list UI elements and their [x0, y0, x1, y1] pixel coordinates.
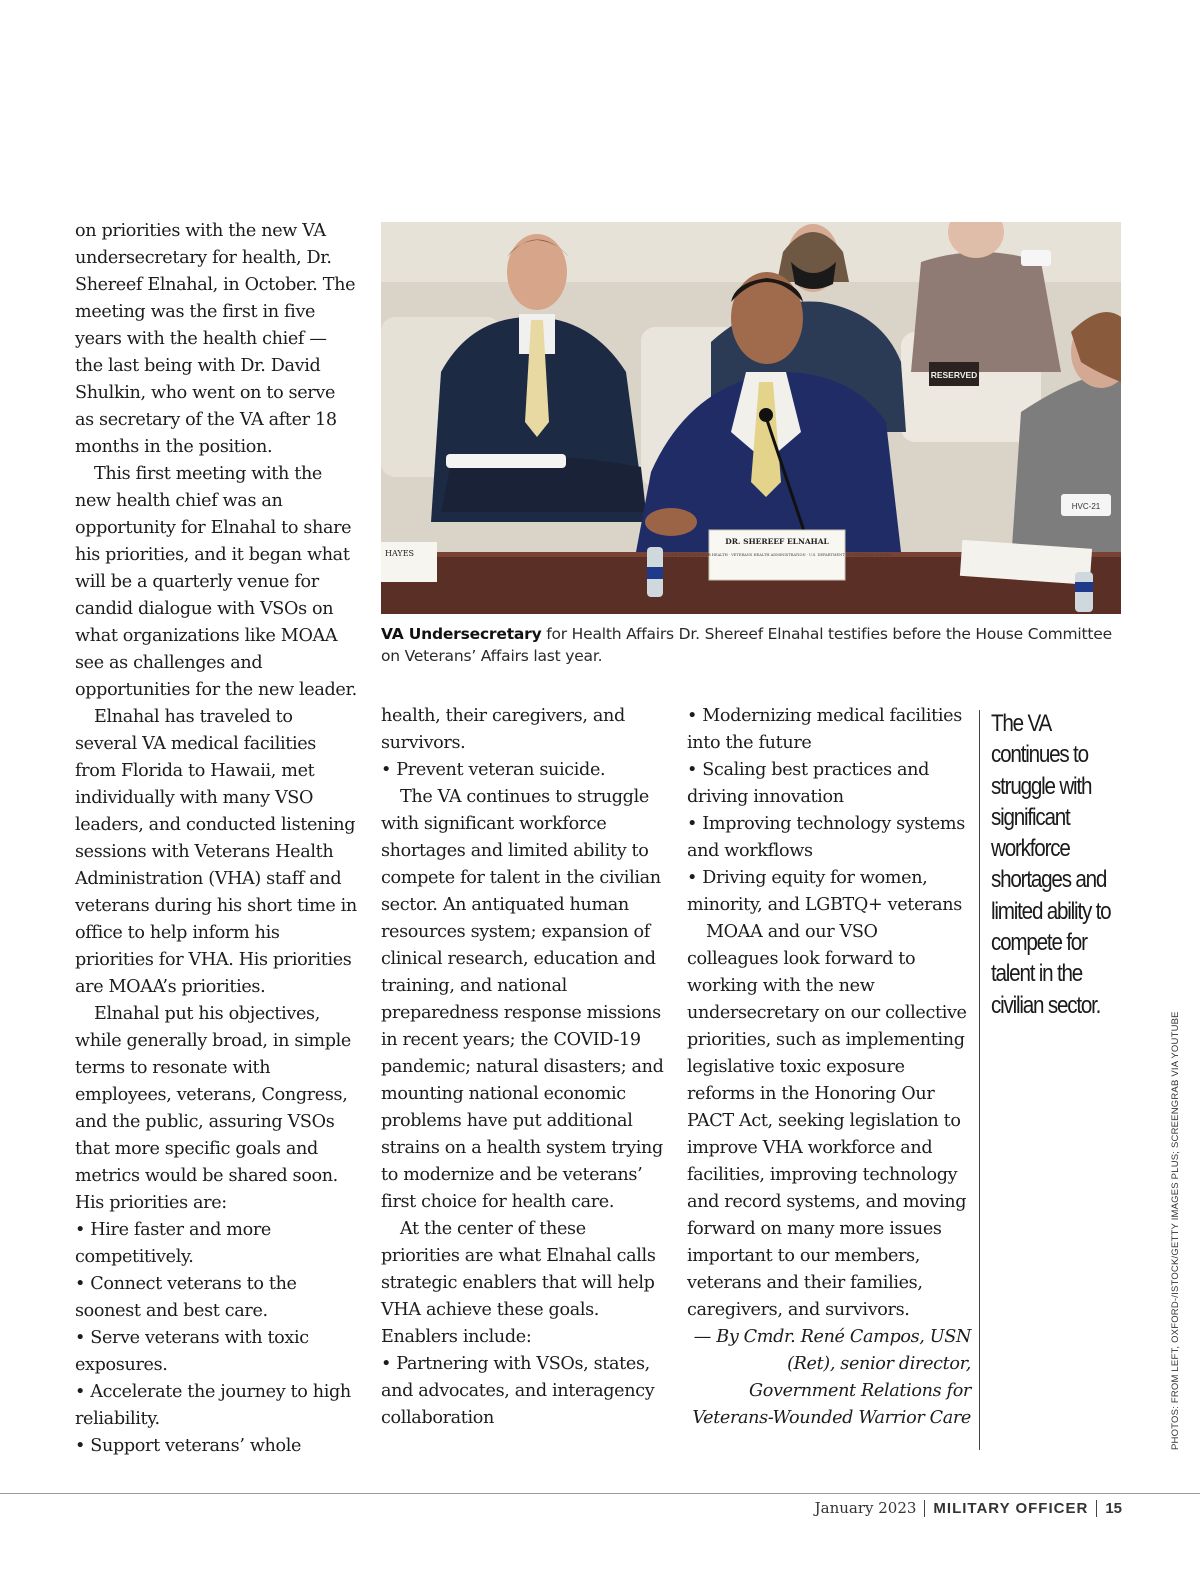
article-column-1 — [75, 218, 357, 1460]
caption-text: for Health Affairs Dr. Shereef Elnahal testifies before the House Committee on Veterans’ Affairs last year. — [381, 625, 1112, 665]
hearing-photo — [381, 222, 1121, 614]
photo-caption — [381, 623, 1121, 667]
paragraph: At the center of these priorities are what Elnahal calls strategic enablers that will help VHA achieve these goals. Enablers include: — [381, 1219, 656, 1347]
byline: — By Cmdr. René Campos, USN (Ret), senior director, Government Relations for Veterans-Wounded Warrior Care — [692, 1327, 971, 1428]
reserved-sign-text: RESERVED — [930, 370, 978, 380]
issue-date: January 2023 — [814, 1499, 917, 1517]
paragraph: • Driving equity for women, minority, and LGBTQ+ veterans — [687, 868, 962, 915]
left-nameplate-text: HAYES — [385, 549, 415, 558]
page-footer — [815, 1497, 1122, 1519]
page-number: 15 — [1105, 1499, 1122, 1517]
article-column-2 — [381, 703, 665, 1432]
paragraph: • Modernizing medical facilities into the future — [687, 706, 962, 753]
footer-separator — [924, 1500, 925, 1517]
paragraph: The VA continues to struggle with significant workforce shortages and limited ability to compete for talent in the civilian sector. An antiquated human resources system; expansion of clinical research, education and training, and national preparedness response missions in recent years; the COVID-19 pandemic; natural disasters; and mounting national economic problems have put additional strains on a health system trying to modernize and be veterans’ first choice for health care. — [381, 787, 664, 1212]
water-bottle-center — [647, 547, 663, 597]
footer-separator — [1096, 1500, 1097, 1517]
pullquote: The VA continues to struggle with significant workforce shortages and limited ability to compete for talent in the civilian sector. — [991, 710, 1111, 1019]
paragraph: • Improving technology systems and workflows — [687, 814, 965, 861]
paragraph: health, their caregivers, and survivors. — [381, 706, 625, 753]
paragraph: • Connect veterans to the soonest and best care. — [75, 1274, 297, 1321]
nameplate-text: DR. SHEREEF ELNAHAL — [725, 537, 829, 546]
nameplate-subtext: UNDER SECRETARY FOR HEALTH · VETERANS HEALTH ADMINISTRATION · U.S. DEPARTMENT OF VETERANS AFFAIRS — [662, 553, 892, 557]
caption-lead: VA Undersecretary — [381, 625, 542, 643]
paragraph: This first meeting with the new health chief was an opportunity for Elnahal to share his priorities, and it began what will be a quarterly venue for candid dialogue with VSOs on what organizations like MOAA see as challenges and opportunities for the new leader. — [75, 464, 357, 700]
paragraph: on priorities with the new VA undersecretary for health, Dr. Shereef Elnahal, in October. The meeting was the first in five years with the health chief — the last being with Dr. David Shulkin, who went on to serve as secretary of the VA after 18 months in the position. — [75, 221, 356, 457]
paragraph: • Hire faster and more competitively. — [75, 1220, 271, 1267]
publication-name: MILITARY OFFICER — [933, 1499, 1089, 1517]
paragraph: • Prevent veteran suicide. — [381, 760, 606, 780]
footer-rule — [0, 1493, 1200, 1494]
paragraph: • Support veterans’ whole — [75, 1436, 302, 1456]
photo-credit: PHOTOS: FROM LEFT, OXFORD-/ISTOCK/GETTY IMAGES PLUS; SCREENGRAB VIA YOUTUBE — [1170, 1011, 1181, 1450]
paragraph: • Accelerate the journey to high reliability. — [75, 1382, 351, 1429]
column-3-body — [687, 703, 971, 1324]
paragraph: • Scaling best practices and driving innovation — [687, 760, 930, 807]
paragraph: • Serve veterans with toxic exposures. — [75, 1328, 309, 1375]
article-column-3 — [687, 703, 971, 1432]
left-nameplate — [381, 542, 437, 582]
paragraph: MOAA and our VSO colleagues look forward to working with the new undersecretary on our collective priorities, such as implementing legislative toxic exposure reforms in the Honoring Our PACT Act, seeking legislation to improve VHA workforce and facilities, improving technology and record systems, and moving forward on many more issues important to our members, veterans and their families, caregivers, and survivors. — [687, 922, 967, 1320]
badge-text: HVC-21 — [1071, 502, 1101, 511]
paragraph: Elnahal has traveled to several VA medical facilities from Florida to Hawaii, met individually with many VSO leaders, and conducted listening sessions with Veterans Health Administration (VHA) staff and veterans during his short time in office to help inform his priorities for VHA. His priorities are MOAA’s priorities. — [75, 707, 357, 997]
paragraph: • Partnering with VSOs, states, and advocates, and interagency collaboration — [381, 1354, 655, 1428]
reserved-sign — [929, 362, 979, 386]
water-bottle-right — [1075, 572, 1093, 612]
pullquote-rule — [979, 710, 980, 1450]
paragraph: Elnahal put his objectives, while generally broad, in simple terms to resonate with employees, veterans, Congress, and the public, assuring VSOs that more specific goals and metrics would be shared soon. His priorities are: — [75, 1004, 351, 1213]
